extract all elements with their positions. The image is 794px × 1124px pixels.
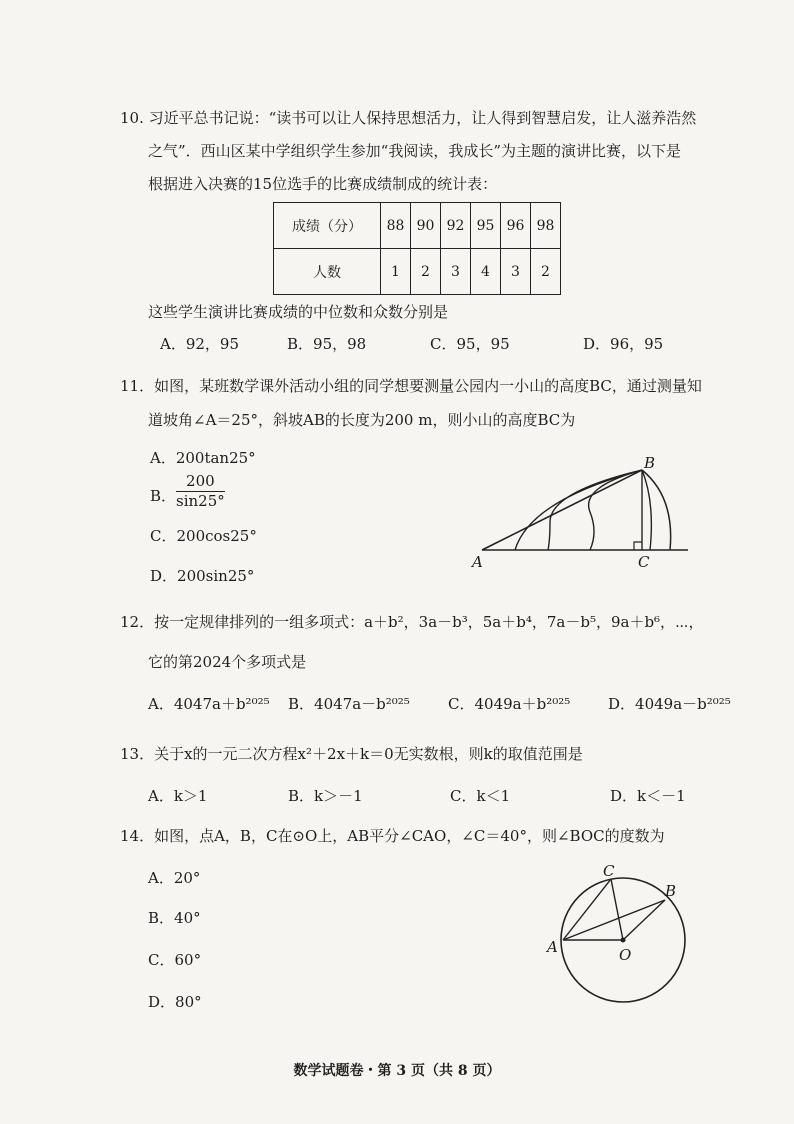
fraction-denominator: sin25° — [176, 492, 225, 510]
hill-inner-curve — [642, 470, 651, 550]
count-cell: 4 — [471, 249, 501, 295]
point-b-label: B — [644, 454, 656, 472]
q10-line-1: 10. 习近平总书记说：“读书可以让人保持思想活力，让人得到智慧启发，让人滋养浩然 — [120, 109, 697, 127]
segment-co — [611, 879, 623, 940]
score-cell: 98 — [531, 203, 561, 249]
q13-line-1: 13．关于x的一元二次方程x²＋2x＋k＝0无实数根，则k的取值范围是 — [120, 745, 583, 763]
score-table — [273, 202, 561, 295]
q14-option-b: B．40° — [148, 909, 201, 927]
q13-option-c: C．k＜1 — [450, 787, 511, 805]
point-c-label: C — [638, 553, 650, 571]
q12-option-c: C．4049a＋b²⁰²⁵ — [448, 695, 571, 713]
score-cell: 92 — [441, 203, 471, 249]
count-row — [274, 249, 561, 295]
score-cell: 90 — [411, 203, 441, 249]
segment-bo — [623, 900, 665, 940]
q11-line-1: 11．如图，某班数学课外活动小组的同学想要测量公园内一小山的高度BC，通过测量知 — [120, 377, 702, 395]
q12-line-2: 它的第2024个多项式是 — [148, 653, 307, 671]
point-a-label: A — [472, 553, 483, 571]
q13-option-a: A．k＞1 — [148, 787, 208, 805]
count-cell: 3 — [501, 249, 531, 295]
score-cell: 96 — [501, 203, 531, 249]
center-point — [621, 938, 626, 943]
hill-contour-1 — [589, 470, 642, 550]
q12-option-d: D．4049a－b²⁰²⁵ — [608, 695, 731, 713]
score-row — [274, 203, 561, 249]
circle-figure — [545, 862, 705, 1012]
q13-option-b: B．k＞－1 — [288, 787, 363, 805]
point-b-label: B — [665, 882, 677, 900]
q10-line-2: 之气”．西山区某中学组织学生参加“我阅读，我成长”为主题的演讲比赛，以下是 — [148, 142, 682, 160]
q11-option-b-fraction — [176, 472, 225, 510]
fraction-numerator: 200 — [176, 472, 225, 492]
page-footer: 数学试题卷・第 3 页（共 8 页） — [293, 1063, 501, 1079]
q10-option-a: A．92，95 — [160, 335, 240, 353]
q10-option-d: D．96，95 — [583, 335, 664, 353]
point-o-label: O — [619, 946, 632, 964]
count-cell: 2 — [531, 249, 561, 295]
q11-option-b-label: B． — [150, 487, 177, 505]
q11-option-d: D．200sin25° — [150, 567, 255, 585]
hill-figure — [470, 452, 700, 572]
score-cell: 88 — [381, 203, 411, 249]
count-cell: 2 — [411, 249, 441, 295]
point-a-label: A — [547, 938, 558, 956]
q10-option-c: C．95，95 — [430, 335, 510, 353]
count-header: 人数 — [274, 249, 381, 295]
q12-option-a: A．4047a＋b²⁰²⁵ — [148, 695, 270, 713]
q14-option-a: A．20° — [148, 869, 201, 887]
slope-line — [482, 470, 642, 550]
q11-line-2: 道坡角∠A＝25°，斜坡AB的长度为200 m，则小山的高度BC为 — [148, 411, 576, 429]
q10-question: 这些学生演讲比赛成绩的中位数和众数分别是 — [148, 303, 449, 321]
q14-line-1: 14．如图，点A，B，C在⊙O上，AB平分∠CAO，∠C＝40°，则∠BOC的度数为 — [120, 827, 665, 845]
q10-line-3: 根据进入决赛的15位选手的比赛成绩制成的统计表： — [148, 175, 498, 193]
score-header: 成绩（分） — [274, 203, 381, 249]
q11-option-a: A．200tan25° — [150, 449, 256, 467]
q11-option-c: C．200cos25° — [150, 527, 257, 545]
q12-line-1: 12．按一定规律排列的一组多项式：a＋b²，3a－b³，5a＋b⁴，7a－b⁵，9a＋b⁶，⋯， — [120, 613, 704, 631]
q14-option-c: C．60° — [148, 951, 202, 969]
q10-option-b: B．95，98 — [287, 335, 367, 353]
q13-option-d: D．k＜－1 — [610, 787, 686, 805]
right-angle-mark — [634, 542, 642, 550]
q14-option-d: D．80° — [148, 993, 202, 1011]
count-cell: 3 — [441, 249, 471, 295]
q12-option-b: B．4047a－b²⁰²⁵ — [288, 695, 410, 713]
score-cell: 95 — [471, 203, 501, 249]
point-c-label: C — [603, 862, 615, 880]
count-cell: 1 — [381, 249, 411, 295]
hill-contour-3 — [515, 470, 642, 550]
